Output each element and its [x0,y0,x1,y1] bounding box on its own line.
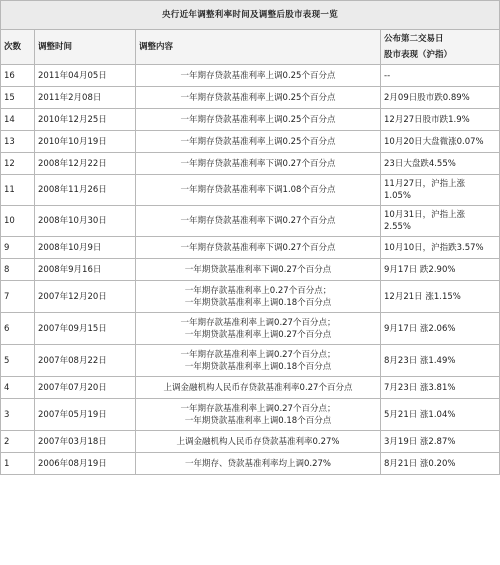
cell-market-line: 9月17日 涨2.06% [384,323,456,334]
cell-market-line: 8月23日 涨1.49% [384,355,456,366]
header-content: 调整内容 [136,30,381,65]
cell-content-line: 一年期存贷款基准利率上调0.25个百分点 [180,92,336,103]
header-market [381,30,500,65]
cell-content-line: 一年期贷款基准利率上调0.18个百分点 [184,415,332,426]
cell-date: 2010年12月25日 [35,109,136,131]
cell-market-line: 2月09日股市跌0.89% [384,92,470,103]
cell-content [136,175,381,206]
header-date: 调整时间 [35,30,136,65]
cell-market-line: 9月17日 跌2.90% [384,264,456,275]
cell-no: 13 [1,131,35,153]
cell-market-line: 10月31日，沪指上涨 [384,210,466,220]
cell-market-line: -- [384,70,391,81]
cell-market [381,453,500,475]
cell-date: 2008年10月30日 [35,206,136,237]
cell-market [381,377,500,399]
cell-date: 2007年09月15日 [35,313,136,345]
cell-no: 1 [1,453,35,475]
cell-no: 9 [1,237,35,259]
cell-content [136,206,381,237]
cell-date: 2010年10月19日 [35,131,136,153]
cell-market [381,431,500,453]
cell-market-line: 5月21日 涨1.04% [384,409,456,420]
cell-content-line: 一年期存款基准利率上调0.27个百分点； [180,317,336,328]
cell-date: 2007年03月18日 [35,431,136,453]
cell-content-line: 一年期贷款基准利率上调0.27个百分点 [184,329,332,340]
cell-content [136,153,381,175]
table-row [1,237,500,259]
cell-content [136,377,381,399]
cell-date: 2007年12月20日 [35,281,136,313]
cell-content [136,281,381,313]
cell-date: 2006年08月19日 [35,453,136,475]
table-row [1,259,500,281]
cell-date: 2007年05月19日 [35,399,136,431]
cell-content-line: 一年期存贷款基准利率下调0.27个百分点 [180,158,336,169]
cell-no: 4 [1,377,35,399]
cell-content [136,237,381,259]
table-row [1,399,500,431]
cell-no: 5 [1,345,35,377]
cell-no: 7 [1,281,35,313]
table-row [1,65,500,87]
cell-market-line: 3月19日 涨2.87% [384,436,456,447]
table-body [1,65,500,475]
table-row [1,131,500,153]
cell-market-line: 2.55% [384,222,412,232]
cell-content-line: 一年期存贷款基准利率下调0.27个百分点 [180,216,336,226]
cell-content-line: 一年期贷款基准利率上调0.18个百分点 [184,297,332,308]
cell-content [136,313,381,345]
cell-no: 15 [1,87,35,109]
table-row [1,175,500,206]
cell-no: 10 [1,206,35,237]
cell-content-line: 一年期存贷款基准利率上调0.25个百分点 [180,114,336,125]
cell-market [381,281,500,313]
cell-content-line: 一年期存款基准利率上调0.27个百分点； [180,349,336,360]
cell-market [381,399,500,431]
cell-no: 12 [1,153,35,175]
cell-no: 8 [1,259,35,281]
cell-content-line: 一年期贷款基准利率上调0.18个百分点 [184,361,332,372]
cell-content-line: 上调金融机构人民币存贷款基准利率0.27% [176,436,340,447]
cell-date: 2008年10月9日 [35,237,136,259]
cell-content [136,399,381,431]
cell-content-line: 一年期存贷款基准利率上调0.25个百分点 [180,70,336,81]
cell-date: 2011年2月08日 [35,87,136,109]
cell-market [381,153,500,175]
cell-content-line: 上调金融机构人民币存贷款基准利率0.27个百分点 [163,382,353,393]
cell-market [381,345,500,377]
cell-market-line: 23日大盘跌4.55% [384,158,456,169]
cell-content [136,345,381,377]
cell-date: 2008年11月26日 [35,175,136,206]
cell-date: 2008年12月22日 [35,153,136,175]
cell-market [381,87,500,109]
cell-date: 2007年08月22日 [35,345,136,377]
cell-market-line: 12月27日股市跌1.9% [384,114,470,125]
cell-no: 6 [1,313,35,345]
cell-content [136,109,381,131]
cell-market-line: 7月23日 涨3.81% [384,382,456,393]
table-row [1,153,500,175]
cell-no: 14 [1,109,35,131]
cell-no: 3 [1,399,35,431]
cell-market-line: 11月27日，沪指上涨 [384,179,466,189]
cell-market [381,259,500,281]
cell-content [136,65,381,87]
cell-content [136,87,381,109]
table-row [1,431,500,453]
cell-content-line: 一年期存贷款基准利率下调1.08个百分点 [180,185,336,195]
table-header-row [1,30,500,65]
table-row [1,87,500,109]
cell-market-line: 10月20日大盘微涨0.07% [384,136,484,147]
table-row [1,345,500,377]
table-title-row [1,1,500,30]
cell-market-line: 1.05% [384,191,412,201]
header-no: 次数 [1,30,35,65]
table-row [1,313,500,345]
cell-content-line: 一年期贷款基准利率下调0.27个百分点 [184,264,332,275]
cell-market-line: 8月21日 涨0.20% [384,458,456,469]
cell-content-line: 一年期存贷款基准利率下调0.27个百分点 [180,242,336,253]
header-market-line1: 公布第二交易日 [384,34,444,44]
cell-content [136,453,381,475]
cell-no: 2 [1,431,35,453]
cell-content [136,131,381,153]
cell-market [381,175,500,206]
cell-market [381,206,500,237]
cell-market-line: 12月21日 涨1.15% [384,291,461,302]
table-row [1,109,500,131]
table-row [1,206,500,237]
cell-date: 2007年07月20日 [35,377,136,399]
cell-market [381,237,500,259]
cell-no: 11 [1,175,35,206]
table-row [1,377,500,399]
cell-market [381,313,500,345]
cell-content-line: 一年期存贷款基准利率上调0.25个百分点 [180,136,336,147]
header-market-line2: 股市表现（沪指） [384,50,453,60]
cell-no: 16 [1,65,35,87]
cell-content-line: 一年期存、贷款基准利率均上调0.27% [184,458,331,469]
table-title: 央行近年调整利率时间及调整后股市表现一览 [1,1,500,30]
cell-market [381,65,500,87]
table-row [1,281,500,313]
cell-date: 2008年9月16日 [35,259,136,281]
cell-market [381,109,500,131]
cell-market [381,131,500,153]
table-row [1,453,500,475]
cell-date: 2011年04月05日 [35,65,136,87]
cell-content-line: 一年期存款基准利率上调0.27个百分点； [180,403,336,414]
cell-content [136,431,381,453]
cell-content [136,259,381,281]
cell-market-line: 10月10日，沪指跌3.57% [384,242,484,253]
cell-content-line: 一年期存款基准利率上0.27个百分点； [184,285,332,296]
